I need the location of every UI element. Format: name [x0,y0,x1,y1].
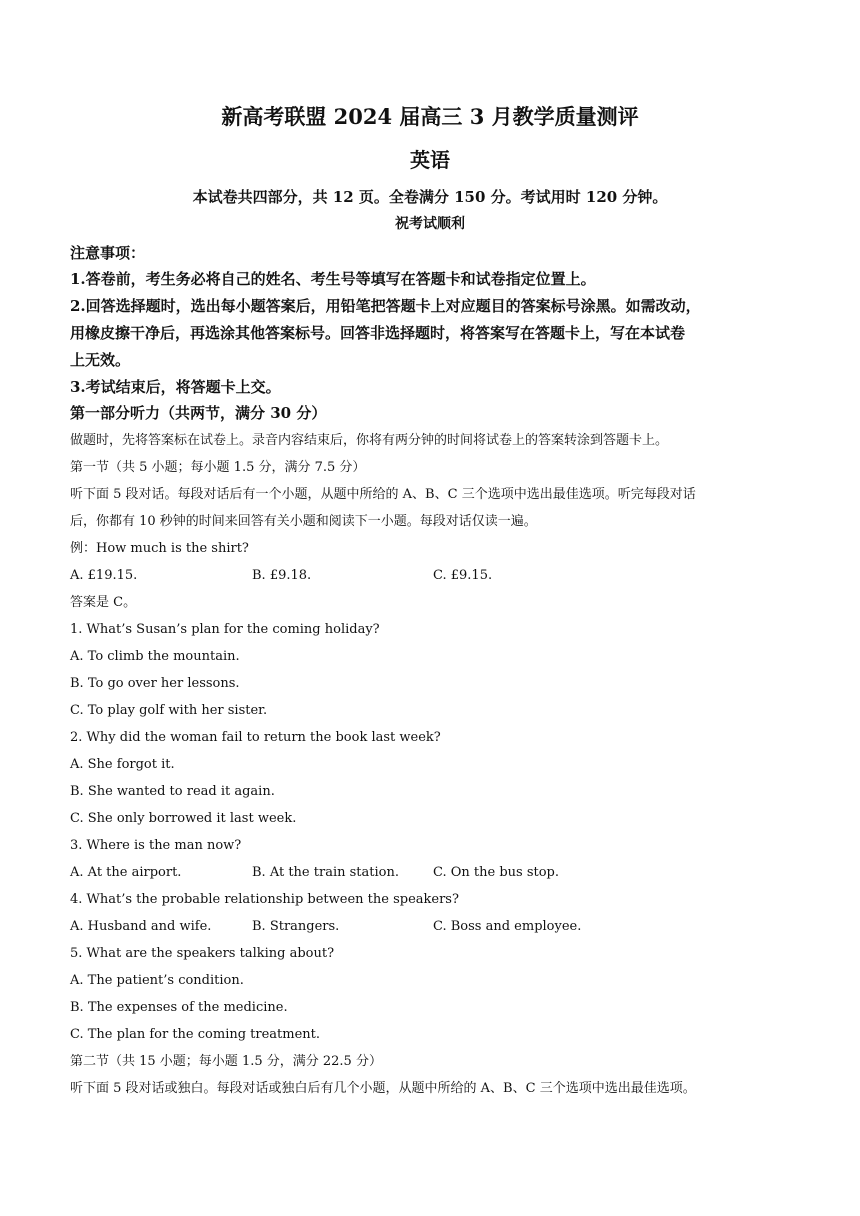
example-question: 例：How much is the shirt? [70,541,249,556]
question-1-option-a: A. To climb the mountain. [70,649,240,664]
question-2: 2. Why did the woman fail to return the book last week? [70,730,441,745]
section2-instructions: 听下面 5 段对话或独白。每段对话或独白后有几个小题，从题中所给的 A、B、C 三个选项中选出最佳选项。 [70,1081,696,1096]
section1-heading: 第一节（共 5 小题；每小题 1.5 分，满分 7.5 分） [70,460,366,475]
question-2-option-b: B. She wanted to read it again. [70,784,275,799]
question-5-option-b: B. The expenses of the medicine. [70,1000,288,1015]
exam-title: 新高考联盟 2024 届高三 3 月教学质量测评 [221,104,639,129]
note-1: 1.答卷前，考生务必将自己的姓名、考生号等填写在答题卡和试卷指定位置上。 [70,270,596,288]
option-a: A. At the airport. [70,865,182,880]
option-b: B. £9.18. [252,568,312,583]
section1-instructions-line-2: 后，你都有 10 秒钟的时间来回答有关小题和阅读下一小题。每段对话仅读一遍。 [70,514,537,529]
question-5-option-a: A. The patient’s condition. [70,973,244,988]
notes-heading: 注意事项： [70,244,146,262]
question-2-option-a: A. She forgot it. [70,757,175,772]
note-3: 3.考试结束后，将答题卡上交。 [70,378,281,396]
question-3: 3. Where is the man now? [70,838,242,853]
section1-instructions-line-1: 听下面 5 段对话。每段对话后有一个小题，从题中所给的 A、B、C 三个选项中选出最佳选项。听完每段对话 [70,487,696,502]
subject-title: 英语 [410,148,450,172]
option-b: B. At the train station. [252,865,399,880]
section2-heading: 第二节（共 15 小题；每小题 1.5 分，满分 22.5 分） [70,1054,382,1069]
option-a: A. £19.15. [70,568,138,583]
question-5: 5. What are the speakers talking about? [70,946,335,961]
question-1-option-b: B. To go over her lessons. [70,676,240,691]
note-2-line-1: 2.回答选择题时，选出每小题答案后，用铅笔把答题卡上对应题目的答案标号涂黑。如需改动， [70,297,701,315]
exam-info: 本试卷共四部分，共 12 页。全卷满分 150 分。考试用时 120 分钟。 [192,188,668,206]
note-2-line-3: 上无效。 [70,351,131,369]
option-a: A. Husband and wife. [70,919,212,934]
part1-heading: 第一部分听力（共两节，满分 30 分） [70,404,327,422]
question-4: 4. What’s the probable relationship between the speakers? [70,892,459,907]
note-2-line-2: 用橡皮擦干净后，再选涂其他答案标号。回答非选择题时，将答案写在答题卡上，写在本试卷 [70,324,686,342]
option-c: C. Boss and employee. [433,919,582,934]
part1-intro: 做题时，先将答案标在试卷上。录音内容结束后，你将有两分钟的时间将试卷上的答案转涂到答题卡上。 [70,433,669,448]
option-c: C. £9.15. [433,568,493,583]
option-c: C. On the bus stop. [433,865,560,880]
question-5-option-c: C. The plan for the coming treatment. [70,1027,321,1042]
option-b: B. Strangers. [252,919,340,934]
question-1-option-c: C. To play golf with her sister. [70,703,268,718]
example-answer: 答案是 C。 [70,595,137,610]
question-1: 1. What’s Susan’s plan for the coming holiday? [70,622,380,637]
exam-wish: 祝考试顺利 [395,216,465,232]
question-2-option-c: C. She only borrowed it last week. [70,811,297,826]
